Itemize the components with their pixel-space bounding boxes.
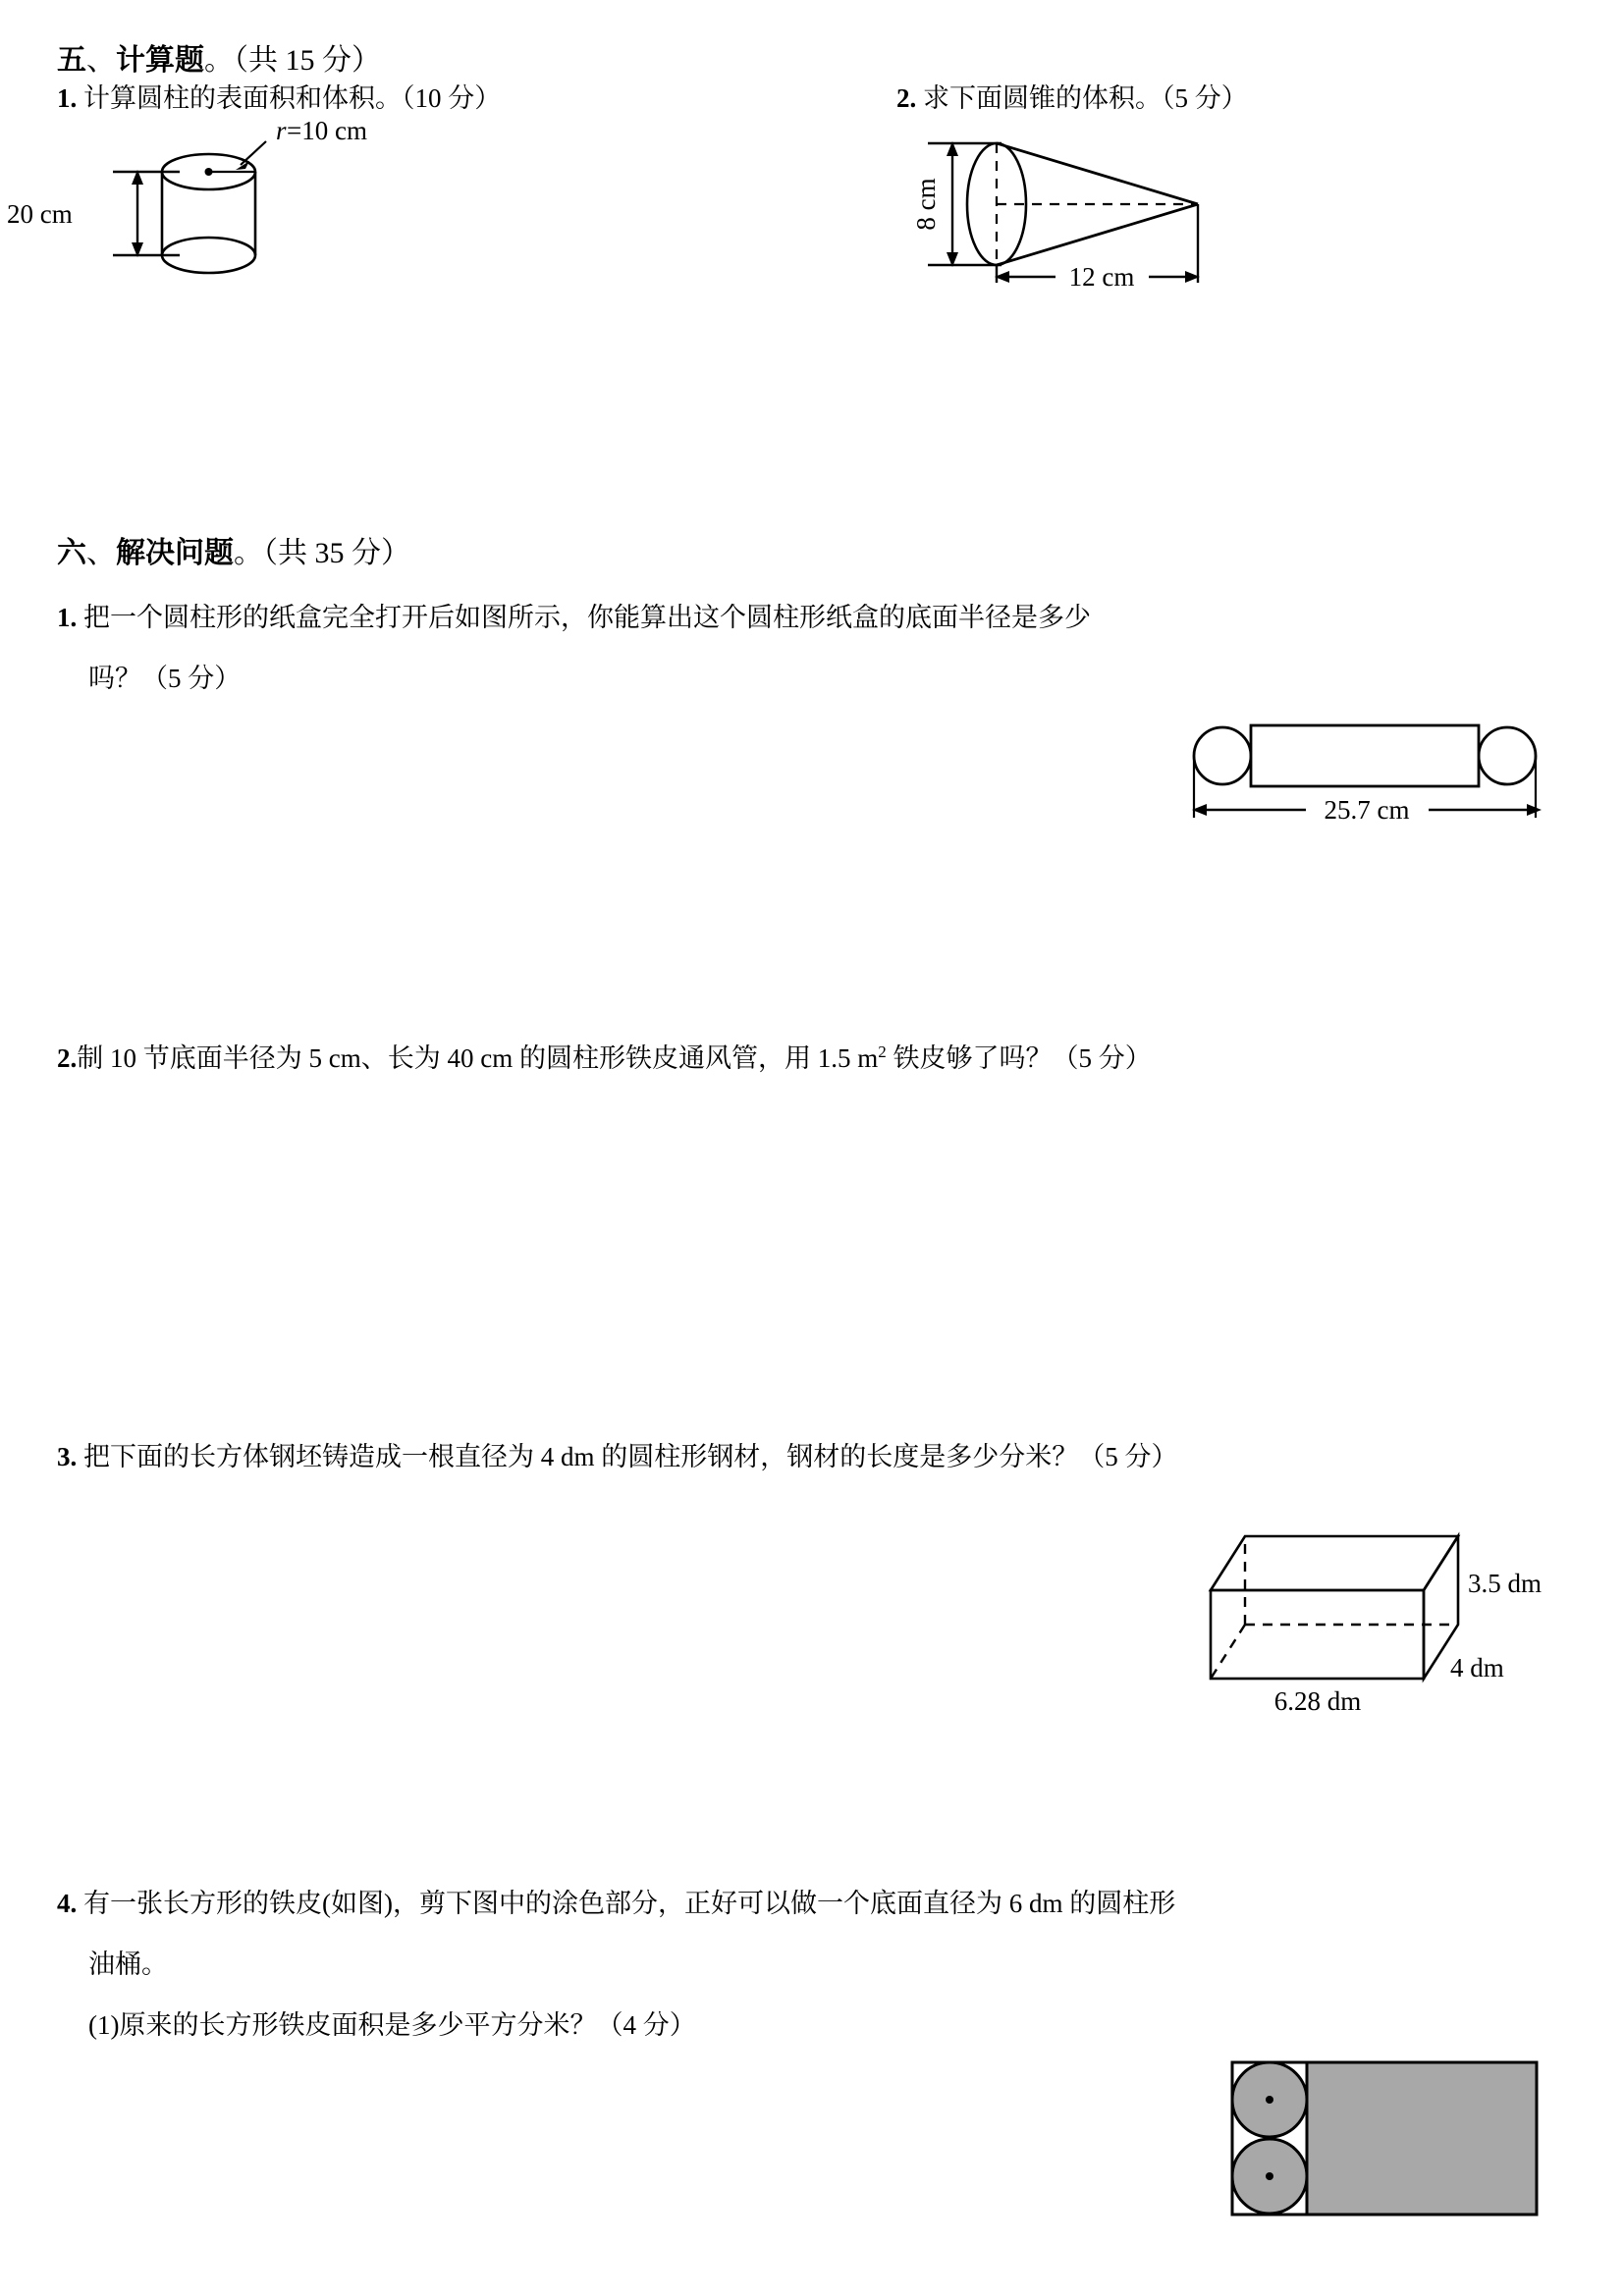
question-five-1 <box>57 77 501 115</box>
question-six-3-text: 把下面的长方体钢坯铸造成一根直径为 4 dm 的圆柱形钢材，钢材的长度是多少分米？（5 分） <box>83 1442 1178 1471</box>
question-six-2 <box>57 1037 1152 1075</box>
cylinder-radius-label-var: r <box>276 116 287 145</box>
section-heading-five <box>57 35 381 79</box>
question-six-4-line2: 油桶。 <box>88 1949 168 1979</box>
unrolled-cylinder-figure <box>1168 702 1561 829</box>
question-five-1-number: 1. <box>57 83 78 113</box>
section-six-label: 六 <box>57 537 86 569</box>
question-five-2-points: （5 分） <box>1162 83 1248 113</box>
question-six-4-number: 4. <box>57 1889 78 1918</box>
question-six-4 <box>57 1873 1175 2056</box>
cuboid-depth-label: 4 dm <box>1450 1653 1504 1682</box>
section-five-points: （共 15 分） <box>234 44 381 77</box>
section-five-period: 。 <box>204 44 234 77</box>
sheet-shaded-rectangle <box>1307 2062 1537 2215</box>
cylinder-radius-arrow-shaft <box>241 141 266 165</box>
question-five-1-text: 计算圆柱的表面积和体积。 <box>83 83 402 113</box>
section-five-separator: 、 <box>86 44 116 77</box>
section-five-label: 五 <box>57 44 86 77</box>
sheet-top-circle-center-dot <box>1266 2096 1273 2104</box>
section-six-points: （共 35 分） <box>263 537 410 569</box>
question-five-1-points: （10 分） <box>402 83 502 113</box>
unrolled-rectangle <box>1251 725 1479 786</box>
cylinder-height-label: 20 cm <box>7 199 73 229</box>
question-six-1 <box>57 587 1091 709</box>
cone-figure <box>913 118 1326 290</box>
question-six-1-number: 1. <box>57 603 78 632</box>
question-five-2 <box>896 77 1248 115</box>
section-six-separator: 、 <box>86 537 116 569</box>
question-six-2-superscript: 2 <box>878 1042 887 1061</box>
unrolled-width-arrow-right <box>1527 804 1542 816</box>
unrolled-right-circle <box>1479 727 1536 784</box>
section-six-title: 解决问题 <box>116 537 234 569</box>
question-six-3 <box>57 1435 1178 1473</box>
cylinder-figure <box>7 116 437 294</box>
cone-base-label: 12 cm <box>1068 262 1135 292</box>
cuboid-height-label: 3.5 dm <box>1468 1569 1543 1598</box>
question-six-1-line1: 把一个圆柱形的纸盒完全打开后如图所示，你能算出这个圆柱形纸盒的底面半径是多少 <box>83 603 1091 632</box>
cone-height-label: 8 cm <box>911 178 941 231</box>
unrolled-left-circle <box>1194 727 1251 784</box>
section-heading-six <box>57 528 410 571</box>
question-six-4-sub1: (1)原来的长方形铁皮面积是多少平方分米？（4 分） <box>88 2010 696 2040</box>
section-six-period: 。 <box>234 537 263 569</box>
sheet-bottom-circle-center-dot <box>1266 2172 1273 2180</box>
unrolled-width-label: 25.7 cm <box>1324 795 1410 825</box>
question-six-2-text-a: 制 10 节底面半径为 5 cm、长为 40 cm 的圆柱形铁皮通风管，用 1.5 m <box>77 1043 879 1073</box>
cuboid-figure <box>1193 1502 1586 1718</box>
question-six-2-number: 2. <box>57 1043 78 1073</box>
cuboid-front-face <box>1211 1590 1424 1679</box>
shaded-sheet-figure <box>1229 2059 1543 2236</box>
question-six-3-number: 3. <box>57 1442 78 1471</box>
cuboid-hidden-edge-back-diagonal <box>1211 1625 1245 1679</box>
question-six-1-line2: 吗？（5 分） <box>88 664 242 693</box>
question-five-2-number: 2. <box>896 83 917 113</box>
question-six-2-text-b: 铁皮够了吗？（5 分） <box>886 1043 1152 1073</box>
cuboid-top-face <box>1211 1536 1458 1590</box>
cylinder-radius-label-rest: =10 cm <box>287 116 367 145</box>
cuboid-length-label: 6.28 dm <box>1273 1686 1362 1716</box>
section-five-title: 计算题 <box>116 44 204 77</box>
question-six-4-line1: 有一张长方形的铁皮(如图)，剪下图中的涂色部分，正好可以做一个底面直径为 6 dm 的圆柱形 <box>83 1889 1176 1918</box>
question-five-2-text: 求下面圆锥的体积。 <box>923 83 1162 113</box>
